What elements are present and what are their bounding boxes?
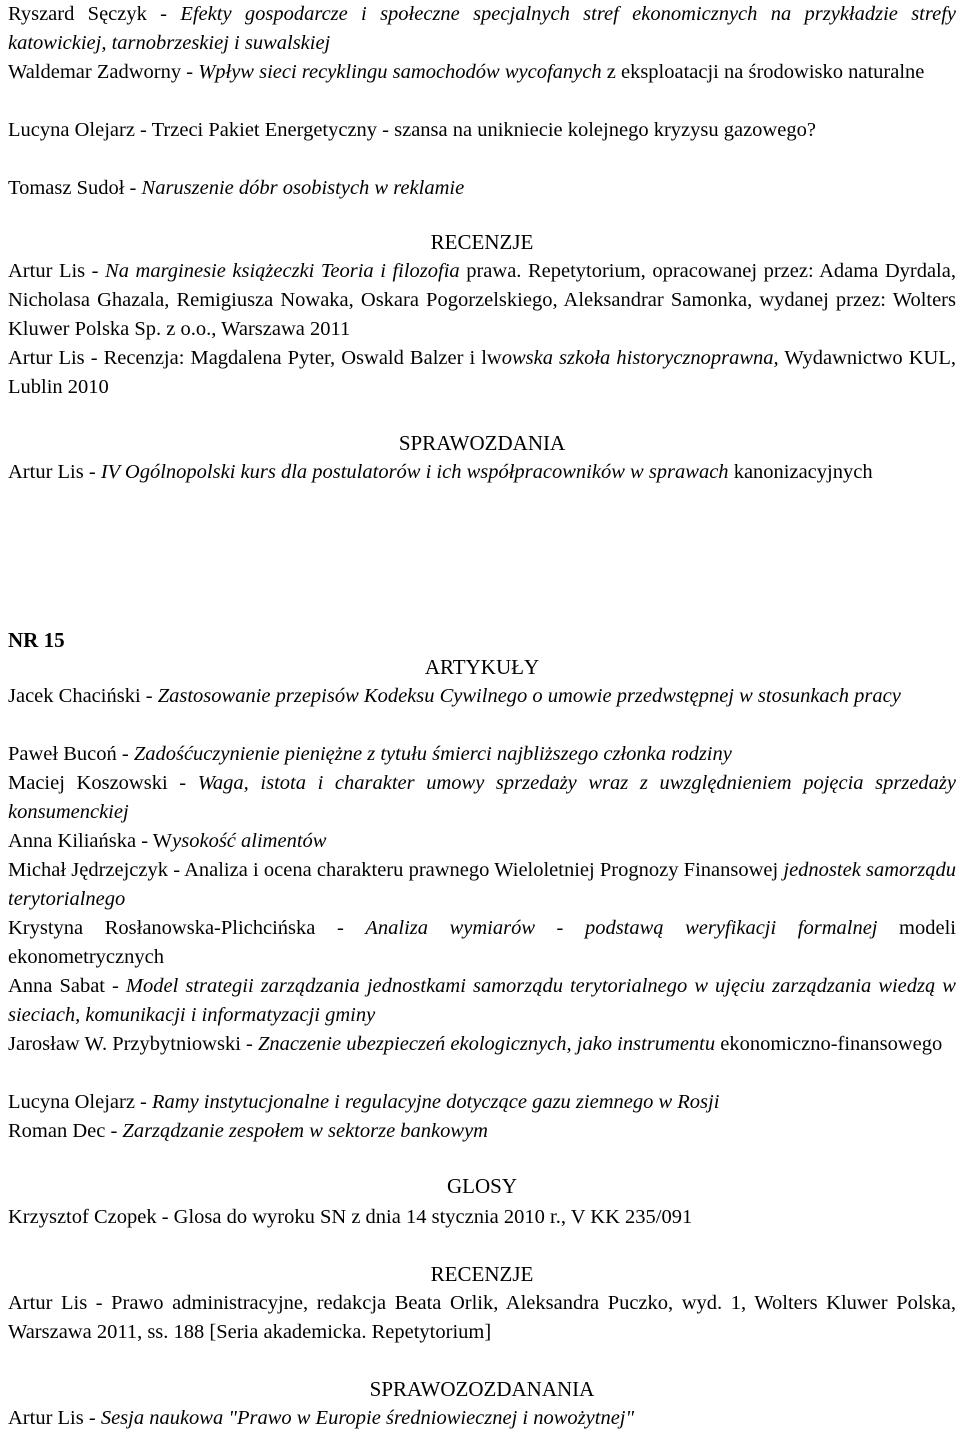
entry-dec [8,1117,956,1146]
entry-author: Lucyna Olejarz - [8,1091,152,1113]
issue-label: NR 15 [8,628,65,652]
entry-title: Zarządzanie zespołem w sektorze bankowym [122,1120,488,1142]
entry-koszowski [8,769,956,827]
section-heading-recenzje-2: RECENZJE [430,1262,534,1286]
entry-title-italic: jednostek samorządu terytorialnego [8,859,956,910]
entry-title: Analiza i ocena charakteru prawnego Wieloletniej Prognozy Finansowej [184,859,784,881]
entry-title-rest: Wydawnictwo KUL, Lublin 2010 [8,347,956,398]
entry-title: Trzeci Pakiet Energetyczny - szansa na unikniecie kolejnego kryzysu gazowego? [151,119,816,141]
entry-title-rest: modeli ekonometrycznych [8,917,956,968]
entry-title: Zastosowanie przepisów Kodeksu Cywilnego o umowie przedwstępnej w stosunkach pracy [157,685,901,707]
entry-author: Michał Jędrzejczyk - [8,859,185,881]
section-heading-sprawozdania-2: SPRAWOZOZDANANIA [369,1377,595,1401]
artykuly-list [8,682,956,1146]
entry-roslanowska [8,914,956,972]
entry-title-rest: kanonizacyjnych [728,461,873,483]
entry-title: Wpływ sieci recyklingu samochodów wycofanych [198,61,602,83]
entry-author: Tomasz Sudoł - [8,177,142,199]
entry-title: Analiza wymiarów - podstawą weryfikacji formalnej [365,917,878,939]
entry-title: Waga, istota i charakter umowy sprzedaży wraz z uwzględnieniem pojęcia sprzedaży konsumenckiej [8,772,957,823]
entry-title: Sesja naukowa "Prawo w Europie średniowiecznej i nowożytnej" [100,1407,635,1429]
entry-sabat [8,972,956,1030]
entry-czopek [8,1203,956,1232]
entry-title: Naruszenie dóbr osobistych w reklamie [141,177,465,199]
sprawozdania-2-list [8,1404,956,1433]
entry-author: Artur Lis - [8,1292,112,1314]
entry-przybytniowski [8,1030,956,1088]
entry-title-rest: ekonomiczno-finansowego [715,1033,943,1055]
entry-zadworny [8,58,956,116]
section-heading-artykuly: ARTYKUŁY [424,655,540,679]
entry-author: Maciej Koszowski - [8,772,198,794]
entry-title: Zadośćuczynienie pieniężne z tytułu śmierci najbliższego członka rodziny [133,743,732,765]
sprawozdania-list [8,458,956,487]
entry-author: Ryszard Sęczyk - [8,3,181,25]
entry-title: Na marginesie książeczki Teoria i filozofia [105,260,460,282]
entry-author: Roman Dec - [8,1120,123,1142]
entry-author: Paweł Bucoń - [8,743,134,765]
nr14-articles-tail [8,0,956,203]
section-heading-sprawozdania: SPRAWOZDANIA [398,431,566,455]
entry-author: Artur Lis - [8,260,106,282]
entry-author: Waldemar Zadworny - [8,61,199,83]
entry-title: Prawo administracyjne, redakcja Beata Orlik, Aleksandra Puczko, wyd. 1, Wolters Kluwer Polska, Warszawa 2011, ss. 188 [Seria akademicka. Repetytorium] [8,1292,956,1343]
entry-title-italic: owska szkoła historycznoprawna, [501,347,779,369]
entry-author: Krzysztof Czopek - [8,1206,174,1228]
section-heading-glosy: GLOSY [446,1174,517,1198]
entry-lis-review-2 [8,344,956,402]
entry-author: Artur Lis - [8,461,101,483]
entry-chacinski [8,682,956,740]
entry-lis-review-3 [8,1289,956,1347]
entry-title-rest: z eksploatacji na środowisko naturalne [601,61,925,83]
recenzje-list [8,257,956,402]
entry-author: Lucyna Olejarz - [8,119,152,141]
entry-title: Znaczenie ubezpieczeń ekologicznych, jako instrumentu [257,1033,716,1055]
entry-title: IV Ogólnopolski kurs dla postulatorów i ich współpracowników w sprawach [100,461,729,483]
entry-seczyk [8,0,956,58]
recenzje-2-list [8,1289,956,1347]
entry-author: Anna Sabat - [8,975,126,997]
entry-author: Anna Kiliańska - W [8,830,173,852]
entry-bucon [8,740,956,769]
entry-author: Artur Lis - [8,1407,101,1429]
entry-author: Jacek Chaciński - [8,685,158,707]
entry-title: Model strategii zarządzania jednostkami samorządu terytorialnego w ujęciu zarządzania wiedzą w sieciach, komunikacji i informatyzacji gminy [8,975,956,1026]
entry-title: Ramy instytucjonalne i regulacyjne dotyczące gazu ziemnego w Rosji [152,1091,720,1113]
entry-title: Efekty gospodarcze i społeczne specjalnych stref ekonomicznych na przykładzie strefy katowickiej, tarnobrzeskiej i suwalskiej [8,3,956,54]
entry-lis-report-2 [8,1404,956,1433]
entry-olejarz-2 [8,1088,956,1117]
entry-title: ysokość alimentów [172,830,327,852]
entry-title: Recenzja: Magdalena Pyter, Oswald Balzer i lw [103,347,502,369]
entry-author: Artur Lis - [8,347,104,369]
entry-olejarz-1 [8,116,956,174]
entry-kilianska [8,827,956,856]
entry-title: Glosa do wyroku SN z dnia 14 stycznia 2010 r., V KK 235/091 [173,1206,693,1228]
entry-title-rest: prawa. Repetytorium, opracowanej przez: Adama Dyrdala, Nicholasa Ghazala, Remigiusza Nowaka, Oskara Pogorzelskiego, Aleksandrar Samonka, wydanej przez: Wolters Kluwer Polska Sp. z o.o., Warszawa 2011 [8,260,956,340]
entry-lis-report [8,458,956,487]
entry-author: Krystyna Rosłanowska-Plichcińska - [8,917,366,939]
entry-sudol [8,174,956,203]
section-heading-recenzje: RECENZJE [430,230,534,254]
entry-jedrzejczyk [8,856,956,914]
entry-author: Jarosław W. Przybytniowski - [8,1033,258,1055]
entry-lis-review-1 [8,257,956,344]
glosy-list [8,1203,956,1232]
